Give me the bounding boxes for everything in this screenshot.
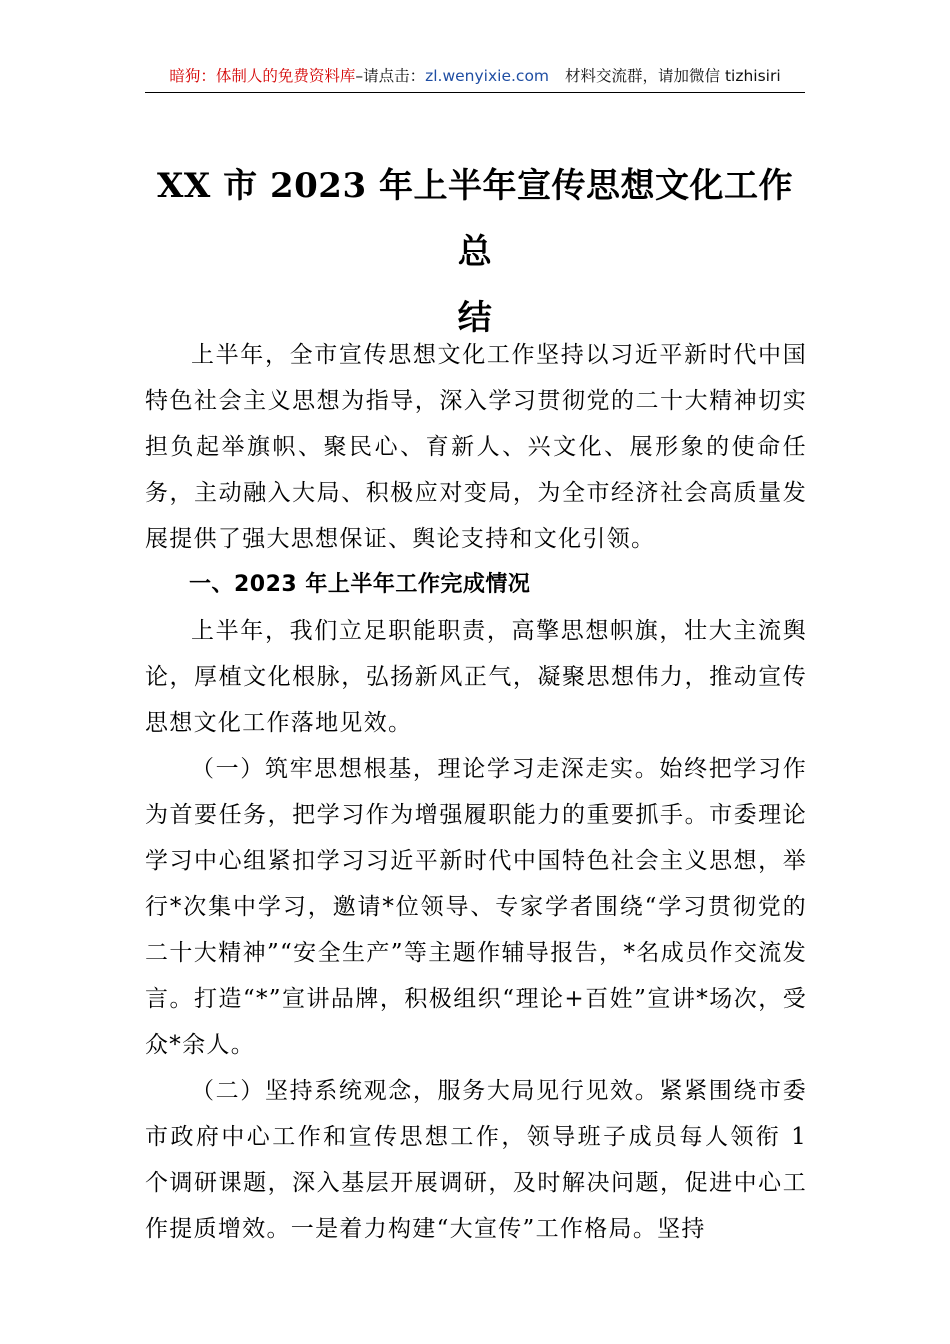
page-header xyxy=(145,62,805,93)
paragraph-summary: 上半年，我们立足职能职责，高擎思想帜旗，壮大主流舆论，厚植文化根脉，弘扬新风正气，凝聚思想伟力，推动宣传思想文化工作落地见效。 xyxy=(145,618,807,736)
header-wechat-group: 材料交流群，请加微信 tizhisiri xyxy=(565,67,781,85)
header-prompt: –请点击： xyxy=(355,67,426,85)
paragraph-serve-overall: （二）坚持系统观念，服务大局见行见效。紧紧围绕市委市政府中心工作和宣传思想工作，领导班子成员每人领衔 1 个调研课题，深入基层开展调研，及时解决问题，促进中心工作提质增效。一是着力构建“大宣传”工作格局。坚持 xyxy=(145,1078,807,1242)
document-title xyxy=(140,153,810,351)
section-heading-1: 一、2023 年上半年工作完成情况 xyxy=(189,572,531,597)
paragraph-theory-study: （一）筑牢思想根基，理论学习走深走实。始终把学习作为首要任务，把学习作为增强履职能力的重要抓手。市委理论学习中心组紧扣学习习近平新时代中国特色社会主义思想，举行*次集中学习，邀请*位领导、专家学者围绕“学习贯彻党的二十大精神”“安全生产”等主题作辅导报告，*名成员作交流发言。打造“*”宣讲品牌，积极组织“理论+百姓”宣讲*场次，受众*余人。 xyxy=(145,756,807,1058)
paragraph-intro: 上半年，全市宣传思想文化工作坚持以习近平新时代中国特色社会主义思想为指导，深入学习贯彻党的二十大精神切实担负起举旗帜、聚民心、育新人、兴文化、展形象的使命任务，主动融入大局、积极应对变局，为全市经济社会高质量发展提供了强大思想保证、舆论支持和文化引领。 xyxy=(145,342,807,552)
document-body xyxy=(145,332,807,1252)
header-site-link[interactable]: zl.wenyixie.com xyxy=(425,67,550,85)
title-line-1: XX 市 2023 年上半年宣传思想文化工作总 xyxy=(157,166,793,272)
header-brand: 暗狗：体制人的免费资料库 xyxy=(169,67,356,85)
title-line-2: 结 xyxy=(457,298,493,338)
